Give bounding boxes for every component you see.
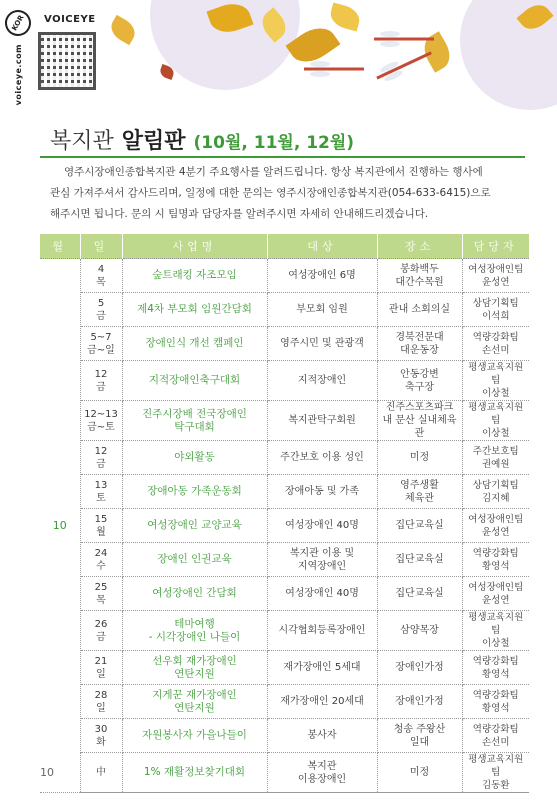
target-cell-line: 시각협회등록장애인 bbox=[278, 625, 366, 636]
day-cell-line: 12~13 bbox=[84, 408, 118, 420]
table-row bbox=[40, 441, 529, 475]
target-cell-line: 복지관 bbox=[307, 760, 337, 772]
voiceye-side-bar bbox=[4, 10, 32, 118]
place-cell bbox=[377, 509, 462, 543]
event-cell-line: 연탄지원 bbox=[174, 667, 215, 680]
table-row bbox=[40, 293, 529, 327]
day-cell bbox=[80, 611, 122, 651]
place-cell bbox=[377, 475, 462, 509]
place-cell bbox=[377, 753, 462, 793]
place-cell-line: 경북전문대 bbox=[395, 331, 444, 343]
schedule-table bbox=[40, 234, 529, 793]
table-row bbox=[40, 401, 529, 441]
day-cell-line: 28 bbox=[94, 689, 108, 701]
manager-cell-line: 여성장애인팀 bbox=[468, 513, 524, 525]
target-cell-line: 복지관탁구회원 bbox=[288, 415, 356, 426]
table-row bbox=[40, 327, 529, 361]
manager-cell-line: 역량강화팀 bbox=[472, 655, 519, 667]
manager-cell-line: 여성장애인팀 bbox=[468, 581, 524, 593]
table-row bbox=[40, 543, 529, 577]
column-header-day: 일 bbox=[80, 234, 122, 259]
dragonfly-decoration bbox=[300, 60, 370, 78]
manager-cell-line: 역량강화팀 bbox=[472, 547, 519, 559]
target-cell-line: 지적장애인 bbox=[297, 375, 347, 386]
target-cell-line: 여성장애인 40명 bbox=[285, 588, 359, 599]
target-cell bbox=[267, 719, 377, 753]
day-cell bbox=[80, 753, 122, 793]
target-cell-line: 장애아동 및 가족 bbox=[285, 486, 359, 497]
title-subtitle: (10월, 11월, 12월) bbox=[193, 133, 355, 153]
place-cell-line: 미정 bbox=[409, 767, 430, 778]
day-cell-line: 15 bbox=[94, 513, 108, 525]
place-cell-line: 체육관 bbox=[405, 492, 434, 504]
manager-cell bbox=[462, 719, 529, 753]
table-header-row bbox=[40, 234, 529, 259]
target-cell bbox=[267, 441, 377, 475]
manager-cell-line: 윤성연 bbox=[481, 276, 510, 288]
day-cell-line: 25 bbox=[94, 581, 108, 593]
column-header-place: 장소 bbox=[377, 234, 462, 259]
target-cell-line: 여성장애인 40명 bbox=[285, 520, 359, 531]
column-header-manager: 담당자 bbox=[462, 234, 529, 259]
manager-cell-line: 김동환 bbox=[481, 780, 510, 791]
voiceye-brand: VOICEYE bbox=[44, 14, 96, 25]
target-cell-line: 복지관 이용 및 bbox=[289, 547, 355, 559]
target-cell bbox=[267, 753, 377, 793]
day-cell bbox=[80, 719, 122, 753]
day-cell bbox=[80, 651, 122, 685]
manager-cell-line: 권예원 bbox=[481, 458, 510, 470]
event-cell bbox=[122, 719, 267, 753]
manager-cell-line: 윤성연 bbox=[481, 526, 510, 538]
target-cell bbox=[267, 577, 377, 611]
manager-cell-line: 역량강화팀 bbox=[472, 331, 519, 343]
target-cell-line: 재가장애인 20세대 bbox=[280, 696, 364, 707]
event-cell-line: 진주시장배 전국장애인 bbox=[142, 407, 247, 420]
manager-cell-line: 손선미 bbox=[481, 736, 510, 748]
event-cell-line: 장애인 인권교육 bbox=[157, 553, 232, 565]
event-cell-line: 제4차 부모회 임원간담회 bbox=[137, 303, 252, 315]
event-cell-line: 야외활동 bbox=[174, 451, 215, 463]
place-cell bbox=[377, 441, 462, 475]
day-cell-line: 5~7 bbox=[90, 331, 112, 343]
place-cell bbox=[377, 543, 462, 577]
place-cell-line: 삼양목장 bbox=[400, 625, 439, 636]
event-cell-line: 여성장애인 간담회 bbox=[152, 587, 237, 599]
event-cell-line: 자원봉사자 가을나들이 bbox=[142, 729, 247, 741]
day-cell-line: 화 bbox=[96, 736, 106, 748]
table-row bbox=[40, 259, 529, 293]
target-cell bbox=[267, 259, 377, 293]
event-cell-line: 선우회 재가장애인 bbox=[152, 654, 237, 667]
day-cell-line: 12 bbox=[94, 445, 108, 457]
manager-cell bbox=[462, 361, 529, 401]
place-cell bbox=[377, 293, 462, 327]
title-divider bbox=[40, 156, 525, 158]
place-cell bbox=[377, 401, 462, 441]
manager-cell bbox=[462, 611, 529, 651]
manager-cell bbox=[462, 651, 529, 685]
manager-cell-line: 황영석 bbox=[481, 668, 510, 680]
day-cell-line: 금~토 bbox=[87, 421, 115, 433]
event-cell bbox=[122, 577, 267, 611]
manager-cell-line: 평생교육지원팀 bbox=[468, 402, 524, 426]
target-cell bbox=[267, 611, 377, 651]
manager-cell-line: 역량강화팀 bbox=[472, 689, 519, 701]
day-cell-line: 5 bbox=[97, 297, 105, 309]
target-cell-line: 영주시민 및 관광객 bbox=[280, 338, 364, 349]
manager-cell-line: 여성장애인팀 bbox=[468, 263, 524, 275]
target-cell-line: 지역장애인 bbox=[297, 560, 347, 572]
page-number: 10 bbox=[40, 766, 54, 779]
place-cell-line: 일대 bbox=[409, 736, 430, 748]
place-cell bbox=[377, 577, 462, 611]
target-cell bbox=[267, 685, 377, 719]
table-row bbox=[40, 475, 529, 509]
target-cell bbox=[267, 509, 377, 543]
title-bold: 알림판 bbox=[121, 129, 186, 154]
leaf-decoration bbox=[107, 15, 140, 45]
intro-line: 영주시장애인종합복지관 4분기 주요행사를 알려드립니다. 항상 복지관에서 진행하는 행사에 bbox=[64, 166, 483, 178]
manager-cell bbox=[462, 259, 529, 293]
event-cell bbox=[122, 441, 267, 475]
intro-line: 해주시면 됩니다. 문의 시 팀명과 담당자를 알려주시면 자세히 안내해드리겠습니다. bbox=[50, 208, 429, 220]
target-cell-line: 이용장애인 bbox=[297, 773, 347, 785]
manager-cell-line: 이상철 bbox=[481, 388, 510, 399]
target-cell-line: 봉사자 bbox=[307, 730, 337, 741]
event-cell-line: 연탄지원 bbox=[174, 701, 215, 714]
day-cell-line: 일 bbox=[96, 702, 106, 714]
day-cell-line: 12 bbox=[94, 368, 108, 380]
event-cell bbox=[122, 327, 267, 361]
column-header-target: 대상 bbox=[267, 234, 377, 259]
day-cell bbox=[80, 509, 122, 543]
event-cell-line: 여성장애인 교양교육 bbox=[147, 519, 242, 531]
column-header-month: 월 bbox=[40, 234, 80, 259]
target-cell bbox=[267, 361, 377, 401]
manager-cell bbox=[462, 475, 529, 509]
day-cell bbox=[80, 577, 122, 611]
table-row bbox=[40, 611, 529, 651]
manager-cell bbox=[462, 685, 529, 719]
target-cell-line: 여성장애인 6명 bbox=[288, 270, 356, 281]
intro-line: 관심 가져주셔서 감사드리며, 일정에 대한 문의는 영주시장애인종합복지관(054-633-6415)으로 bbox=[50, 187, 491, 199]
day-cell bbox=[80, 361, 122, 401]
event-cell-line: 지적장애인축구대회 bbox=[148, 374, 241, 386]
event-cell-line: 탁구대회 bbox=[174, 420, 215, 433]
event-cell-line: - 시각장애인 나들이 bbox=[148, 630, 241, 643]
day-cell bbox=[80, 685, 122, 719]
day-cell-line: 금 bbox=[96, 458, 106, 470]
day-cell-line: 中 bbox=[96, 767, 106, 778]
place-cell-line: 장애인가정 bbox=[395, 662, 444, 673]
target-cell bbox=[267, 651, 377, 685]
event-cell bbox=[122, 259, 267, 293]
event-cell bbox=[122, 293, 267, 327]
event-cell-line: 숲트래킹 자조모임 bbox=[152, 269, 237, 281]
day-cell-line: 4 bbox=[97, 263, 105, 275]
day-cell bbox=[80, 293, 122, 327]
manager-cell bbox=[462, 293, 529, 327]
day-cell bbox=[80, 441, 122, 475]
day-cell-line: 13 bbox=[94, 479, 108, 491]
place-cell-line: 집단교육실 bbox=[395, 520, 444, 531]
event-cell bbox=[122, 651, 267, 685]
month-cell: 10 bbox=[40, 259, 80, 793]
place-cell bbox=[377, 361, 462, 401]
day-cell-line: 금 bbox=[96, 631, 106, 643]
event-cell bbox=[122, 543, 267, 577]
place-cell-line: 관내 소회의실 bbox=[388, 304, 451, 315]
day-cell bbox=[80, 475, 122, 509]
day-cell-line: 24 bbox=[94, 547, 108, 559]
place-cell-line: 내 문산 실내체육관 bbox=[382, 415, 457, 439]
event-cell bbox=[122, 361, 267, 401]
place-cell bbox=[377, 685, 462, 719]
target-cell-line: 부모회 임원 bbox=[296, 304, 348, 315]
day-cell-line: 26 bbox=[94, 618, 108, 630]
day-cell bbox=[80, 259, 122, 293]
target-cell-line: 재가장애인 5세대 bbox=[283, 662, 361, 673]
event-cell-line: 장애인식 개선 캠페인 bbox=[145, 337, 244, 349]
day-cell-line: 목 bbox=[96, 594, 106, 606]
place-cell-line: 대운동장 bbox=[400, 344, 439, 356]
day-cell-line: 수 bbox=[96, 560, 106, 572]
place-cell-line: 집단교육실 bbox=[395, 554, 444, 565]
target-cell bbox=[267, 401, 377, 441]
table-row bbox=[40, 651, 529, 685]
manager-cell bbox=[462, 327, 529, 361]
manager-cell bbox=[462, 401, 529, 441]
day-cell-line: 월 bbox=[96, 526, 106, 538]
event-cell bbox=[122, 509, 267, 543]
manager-cell-line: 윤성연 bbox=[481, 594, 510, 606]
manager-cell bbox=[462, 753, 529, 793]
place-cell-line: 장애인가정 bbox=[395, 696, 444, 707]
manager-cell-line: 주간보호팀 bbox=[472, 445, 519, 457]
target-cell-line: 주간보호 이용 성인 bbox=[280, 452, 364, 463]
manager-cell-line: 역량강화팀 bbox=[472, 723, 519, 735]
table-row bbox=[40, 361, 529, 401]
event-cell-line: 1% 재활정보찾기대회 bbox=[143, 766, 246, 778]
target-cell bbox=[267, 327, 377, 361]
place-cell-line: 미정 bbox=[409, 452, 430, 463]
target-cell bbox=[267, 293, 377, 327]
place-cell bbox=[377, 611, 462, 651]
manager-cell-line: 평생교육지원팀 bbox=[468, 754, 524, 778]
manager-cell bbox=[462, 577, 529, 611]
manager-cell bbox=[462, 441, 529, 475]
day-cell-line: 금 bbox=[96, 381, 106, 393]
place-cell-line: 안동강변 bbox=[400, 368, 439, 380]
manager-cell-line: 상담기획팀 bbox=[472, 479, 519, 491]
voiceye-code-icon bbox=[38, 32, 96, 90]
event-cell bbox=[122, 475, 267, 509]
event-cell-line: 장애아동 가족운동회 bbox=[147, 485, 242, 497]
event-cell bbox=[122, 401, 267, 441]
manager-cell-line: 평생교육지원팀 bbox=[468, 612, 524, 636]
day-cell bbox=[80, 401, 122, 441]
table-row bbox=[40, 719, 529, 753]
table-row bbox=[40, 753, 529, 793]
event-cell bbox=[122, 611, 267, 651]
voiceye-side-text: voiceye.com bbox=[13, 44, 23, 106]
intro-paragraph bbox=[50, 162, 530, 225]
table-row bbox=[40, 509, 529, 543]
table-row bbox=[40, 685, 529, 719]
place-cell bbox=[377, 327, 462, 361]
event-cell bbox=[122, 753, 267, 793]
day-cell bbox=[80, 543, 122, 577]
day-cell-line: 30 bbox=[94, 723, 108, 735]
event-cell bbox=[122, 685, 267, 719]
event-cell-line: 테마여행 bbox=[174, 617, 215, 630]
place-cell-line: 영주생활 bbox=[400, 479, 439, 491]
event-cell-line: 지게꾼 재가장애인 bbox=[152, 688, 237, 701]
voiceye-logo-icon: KOR bbox=[0, 5, 36, 41]
manager-cell bbox=[462, 509, 529, 543]
manager-cell-line: 황영석 bbox=[481, 702, 510, 714]
leaf-decoration bbox=[328, 2, 363, 31]
place-cell bbox=[377, 719, 462, 753]
manager-cell-line: 손선미 bbox=[481, 344, 510, 356]
manager-cell-line: 이상철 bbox=[481, 638, 510, 649]
title-main: 복지관 bbox=[50, 129, 114, 154]
manager-cell-line: 황영석 bbox=[481, 560, 510, 572]
manager-cell-line: 김지혜 bbox=[481, 492, 510, 504]
place-cell-line: 축구장 bbox=[405, 381, 434, 393]
place-cell bbox=[377, 259, 462, 293]
manager-cell-line: 이석희 bbox=[481, 310, 510, 322]
target-cell bbox=[267, 475, 377, 509]
place-cell-line: 진주스포츠파크 bbox=[385, 402, 454, 413]
place-cell-line: 청송 주왕산 bbox=[393, 723, 446, 735]
day-cell-line: 토 bbox=[96, 492, 106, 504]
manager-cell-line: 평생교육지원팀 bbox=[468, 362, 524, 386]
day-cell-line: 일 bbox=[96, 668, 106, 680]
day-cell-line: 목 bbox=[96, 276, 106, 288]
day-cell-line: 금 bbox=[96, 310, 106, 322]
manager-cell bbox=[462, 543, 529, 577]
day-cell-line: 21 bbox=[94, 655, 108, 667]
column-header-event: 사업명 bbox=[122, 234, 267, 259]
place-cell-line: 집단교육실 bbox=[395, 588, 444, 599]
day-cell-line: 금~일 bbox=[87, 344, 115, 356]
target-cell bbox=[267, 543, 377, 577]
place-cell-line: 대간수목원 bbox=[395, 276, 444, 288]
page-title bbox=[50, 124, 354, 155]
manager-cell-line: 상담기획팀 bbox=[472, 297, 519, 309]
table-row bbox=[40, 577, 529, 611]
day-cell bbox=[80, 327, 122, 361]
place-cell bbox=[377, 651, 462, 685]
place-cell-line: 봉화백두 bbox=[400, 263, 439, 275]
manager-cell-line: 이상철 bbox=[481, 428, 510, 439]
